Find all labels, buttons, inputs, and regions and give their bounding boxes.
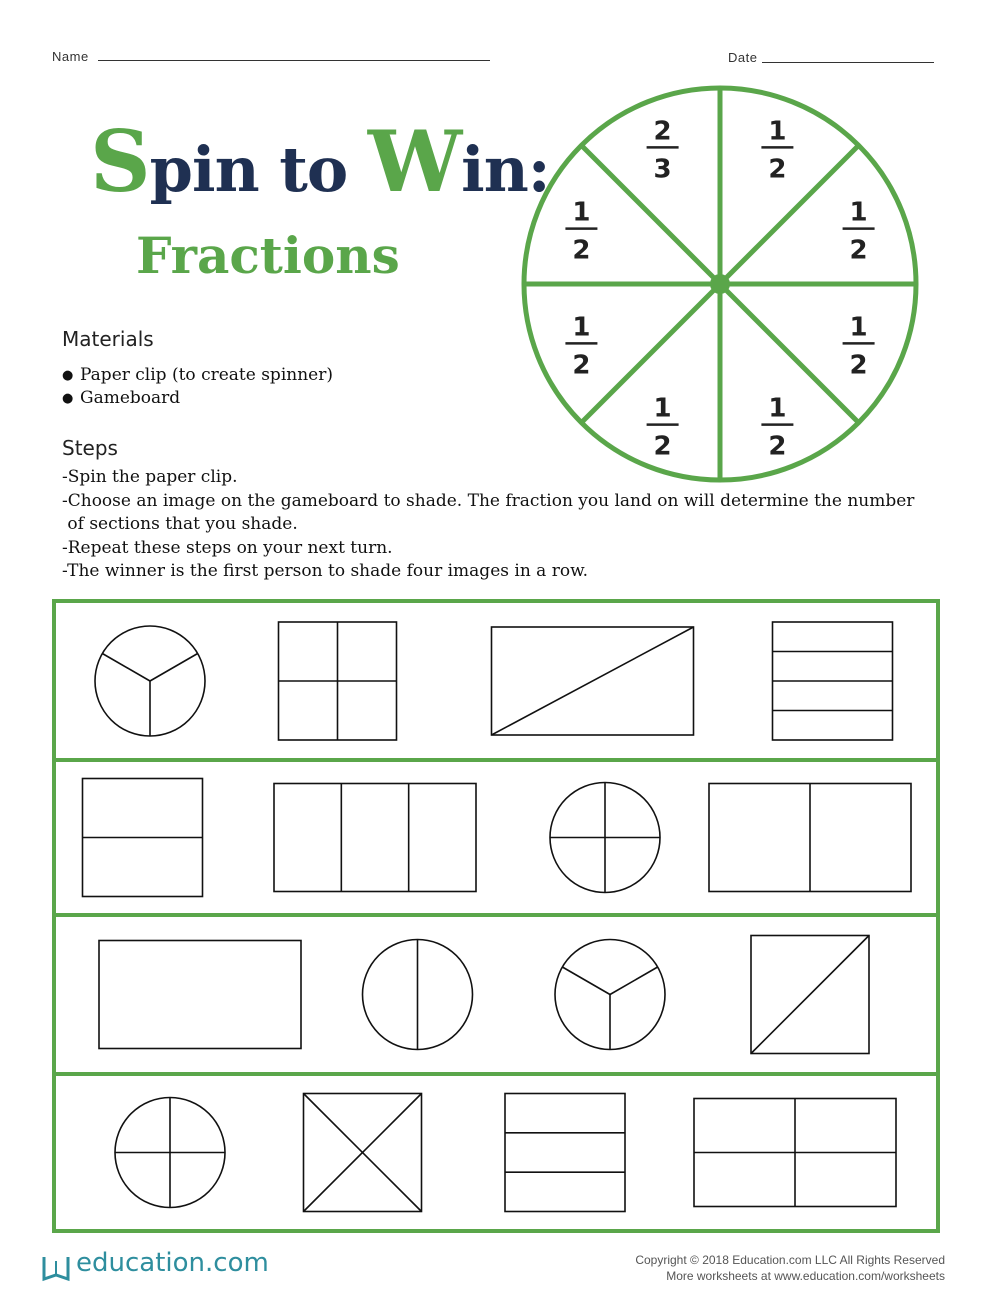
fraction-denominator: 2 (653, 431, 672, 462)
shape-line (751, 936, 869, 1054)
title-line-2: Fractions (136, 226, 400, 285)
more-worksheets-text: More worksheets at www.education.com/worksheets (666, 1269, 945, 1283)
shape-line (150, 654, 198, 682)
materials-heading: Materials (62, 327, 154, 351)
step-line: -The winner is the first person to shade four images in a row. (62, 561, 589, 581)
title-line-1: Spin to Win: (90, 112, 550, 211)
shape-line (562, 967, 610, 995)
fraction-denominator: 3 (653, 154, 672, 185)
step-line: -Choose an image on the gameboard to shade. The fraction you land on will determine the number (62, 490, 915, 511)
fraction-numerator: 1 (849, 312, 868, 343)
fraction-numerator: 2 (653, 116, 672, 147)
shape-line (610, 967, 658, 995)
copyright-text: Copyright © 2018 Education.com LLC All Rights Reserved (635, 1253, 945, 1267)
fraction-numerator: 1 (768, 116, 787, 147)
shape-line (492, 627, 694, 735)
fraction-numerator: 1 (572, 312, 591, 343)
logo-domain: .com (205, 1248, 269, 1278)
steps-heading: Steps (62, 436, 118, 460)
step-line: -Spin the paper clip. (62, 467, 238, 487)
fraction-denominator: 2 (768, 431, 787, 462)
logo-text: education (76, 1248, 206, 1278)
fraction-denominator: 2 (572, 235, 591, 266)
fraction-denominator: 2 (849, 235, 868, 266)
shape-outline (505, 1094, 625, 1212)
date-label: Date (728, 50, 758, 65)
fraction-numerator: 1 (572, 197, 591, 228)
book-icon (40, 1251, 76, 1283)
name-label: Name (52, 49, 89, 64)
list-item: ● Gameboard (62, 387, 333, 410)
fraction-denominator: 2 (572, 350, 591, 381)
shape-outline (274, 784, 476, 892)
fraction-numerator: 1 (653, 393, 672, 424)
step-line: -Repeat these steps on your next turn. (62, 537, 393, 558)
shape-line (102, 654, 150, 682)
step-line: of sections that you shade. (62, 514, 298, 534)
fraction-denominator: 2 (849, 350, 868, 381)
list-item: ● Paper clip (to create spinner) (62, 364, 333, 387)
education-logo (40, 1248, 269, 1283)
shape-outline (99, 941, 301, 1049)
fraction-numerator: 1 (768, 393, 787, 424)
footer-notes (635, 1252, 945, 1284)
fraction-denominator: 2 (768, 154, 787, 185)
fraction-numerator: 1 (849, 197, 868, 228)
